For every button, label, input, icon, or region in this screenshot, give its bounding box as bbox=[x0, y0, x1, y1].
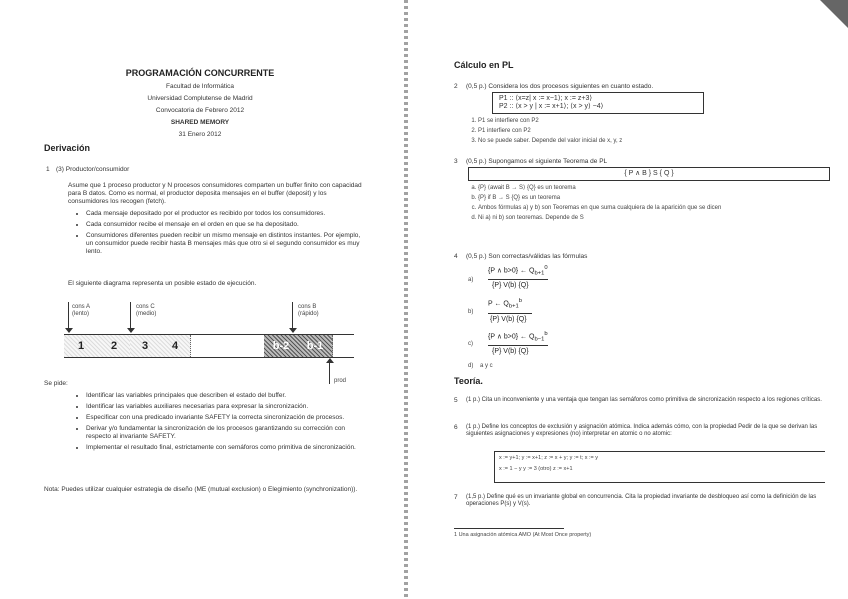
footnote-rule bbox=[454, 528, 564, 529]
option-item: c. Ambos fórmulas a) y b) son Teoremas en que suma cualquiera de la aparición que se dicen bbox=[478, 204, 818, 212]
theory-question: (1,5 p.) Define qué es un invariante global en concurrencia. Cita la propiedad invariante de desbloqueo así como la definición de las operaciones P(s) y V(s). bbox=[466, 494, 817, 507]
buffer-cell: 2 bbox=[98, 335, 131, 357]
question-text: (0,5 p.) Son correctas/válidas las fórmulas bbox=[466, 253, 588, 260]
arrow-head-icon bbox=[65, 328, 73, 333]
buffer-cell: b-1 bbox=[298, 335, 333, 357]
page-corner-fold bbox=[820, 0, 848, 28]
assignments-table bbox=[494, 451, 825, 483]
exam-title: PROGRAMACIÓN CONCURRENTE bbox=[125, 68, 275, 78]
cons-c-sub: (medio) bbox=[136, 311, 157, 317]
cons-c-label: cons C bbox=[136, 304, 155, 310]
list-item: • Cada mensaje depositado por el productor es recibido por todos los consumidores. bbox=[86, 210, 366, 218]
option-item: d. Ni a) ni b) son teoremas. Depende de S bbox=[478, 214, 818, 222]
question-number: 2 bbox=[454, 83, 458, 90]
option-item: 2. P1 interfiere con P2 bbox=[478, 127, 808, 135]
arrow-head-icon bbox=[127, 328, 135, 333]
formula-c-denom: {P} V(b) {Q} bbox=[492, 348, 529, 355]
question-text: (0,5 p.) Supongamos el siguiente Teorema de PL bbox=[466, 158, 608, 165]
option-item: b. {P} if B → S {Q} es un teorema bbox=[478, 194, 818, 202]
section-derivacion: Derivación bbox=[44, 143, 91, 153]
left-page bbox=[0, 0, 404, 599]
exam-date: 31 Enero 2012 bbox=[178, 131, 222, 138]
cons-a-label: cons A bbox=[72, 304, 91, 310]
option-d-text: a y c bbox=[480, 363, 493, 369]
buffer-cell: 3 bbox=[130, 335, 161, 357]
prod-arrow bbox=[329, 362, 330, 384]
formula-line: P1 :: ⟨x=z| x := x−1⟩; x := z+3⟩ bbox=[499, 95, 593, 102]
list-item: • Implementar el resultado final, estrictamente con semáforos como primitiva de sincronización. bbox=[86, 444, 366, 452]
table-row: x := y+1; y := x+1; z := x + y; y := t; x := y bbox=[499, 455, 599, 461]
question-number: 3 bbox=[454, 158, 458, 165]
section-calculo: Cálculo en PL bbox=[454, 60, 514, 70]
formula-b: P ← $Q_{b+1}^b$ bbox=[488, 298, 523, 310]
list-item: • Identificar las variables principales que describen el estado del buffer. bbox=[86, 392, 366, 400]
option-label: c) bbox=[468, 341, 473, 347]
formula-b-denom: {P} V(b) {Q} bbox=[490, 316, 527, 323]
list-item: • Especificar con una predicado invariante SAFETY la correcta sincronización de procesos. bbox=[86, 414, 366, 422]
q3-formulas bbox=[468, 265, 668, 375]
option-item: a. {P} ⟨await B → S⟩ {Q} es un teorema bbox=[478, 184, 818, 192]
fraction-bar bbox=[488, 279, 548, 280]
buffer-cell: 1 bbox=[64, 335, 99, 357]
buffer-diagram bbox=[44, 298, 364, 398]
theory-question: (1 p.) Cita un inconveniente y una ventaja que tengan las semáforos como primitiva de sincronización respecto a los regiones críticas. bbox=[466, 397, 822, 403]
diagram-intro: El siguiente diagrama representa un posible estado de ejecución. bbox=[68, 280, 257, 287]
requirements-list bbox=[76, 210, 366, 259]
list-item: • Derivar y/o fundamentar la sincronización de los procesos garantizando su corrección con respecto al invariante SAFETY. bbox=[86, 425, 366, 441]
theory-question: (1 p.) Define los conceptos de exclusión y asignación atómica. Indica además cómo, con la propiedad Pedir de la que se derivan las siguientes asignaciones y expresiones (no) interpretar en atomic o no atomic: bbox=[466, 424, 818, 437]
formula-a-denom: {P} V(b) {Q} bbox=[492, 282, 529, 289]
cons-a-sub: (lento) bbox=[72, 311, 90, 317]
convocatoria: Convocatoria de Febrero 2012 bbox=[155, 107, 245, 114]
formula-box bbox=[492, 92, 704, 114]
buffer-cell: 4 bbox=[160, 335, 191, 357]
arrow-up-icon bbox=[326, 358, 334, 363]
item-number: 1 bbox=[46, 166, 50, 173]
cons-b-label: cons B bbox=[298, 304, 317, 310]
fraction-bar bbox=[488, 313, 532, 314]
formula-line: P2 :: ⟨x > y | x := x+1⟩; ⟨x > y⟩ −4⟩ bbox=[499, 103, 604, 110]
fraction-bar bbox=[488, 345, 548, 346]
q2-options bbox=[468, 184, 818, 224]
topic: SHARED MEMORY bbox=[170, 119, 230, 126]
prod-label: prod bbox=[334, 378, 347, 384]
problem-title: (3) Productor/consumidor bbox=[56, 166, 130, 173]
question-number: 4 bbox=[454, 253, 458, 260]
right-page bbox=[408, 0, 848, 599]
formula-a: {P ∧ b>0} ← $Q_{b+1}^0$ bbox=[488, 265, 548, 277]
section-teoria: Teoría. bbox=[454, 376, 483, 386]
theorem-box bbox=[468, 167, 830, 181]
arrow-head-icon bbox=[289, 328, 297, 333]
list-item: • Consumidores diferentes pueden recibir un mismo mensaje en distintos instantes. Por ejemplo, un consumidor puede recibir hasta B mensajes más que otro si el segundo consumidor es muy lento. bbox=[86, 232, 366, 256]
list-item: • Identificar las variables auxiliares necesarias para expresar la sincronización. bbox=[86, 403, 366, 411]
faculty: Facultad de Informática bbox=[166, 83, 234, 90]
university: Universidad Complutense de Madrid bbox=[147, 95, 253, 102]
option-label: a) bbox=[468, 277, 474, 283]
note: Nota: Puedes utilizar cualquier estrategia de diseño (ME (mutual exclusion) o Elegimiento (synchronization)). bbox=[44, 486, 358, 493]
question-number: 7 bbox=[454, 494, 458, 501]
list-item: • Cada consumidor recibe el mensaje en el orden en que se ha depositado. bbox=[86, 221, 366, 229]
question-number: 6 bbox=[454, 424, 458, 431]
question-number: 5 bbox=[454, 397, 458, 404]
option-item: 1. P1 se interfiere con P2 bbox=[478, 117, 808, 125]
footnote: 1 Una asignación atómica AMO (At Most Once property) bbox=[454, 532, 592, 538]
question-text: (0,5 p.) Considera los dos procesos siguientes en cuanto estado. bbox=[466, 83, 654, 90]
theorem-formula: { P ∧ B } S { Q } bbox=[624, 170, 674, 177]
tasks-list bbox=[76, 392, 366, 455]
cons-b-sub: (rápido) bbox=[298, 311, 319, 317]
option-label: d) bbox=[468, 363, 474, 369]
table-row: x := 1 − y y := 3 (otro) z := x+1 bbox=[499, 466, 573, 472]
formula-c: {P ∧ b>0} ← $Q_{b-1}^b$ bbox=[488, 331, 548, 343]
q1-options bbox=[468, 117, 808, 147]
ask-label: Se pide: bbox=[44, 380, 68, 387]
problem-intro: Asume que 1 proceso productor y N procesos consumidores comparten un buffer finito con capacidad para B datos. Como es normal, el productor deposita mensajes en el buffer (deposit) y los consumidores los recogen (fetch). bbox=[68, 182, 362, 205]
buffer-strip bbox=[64, 334, 354, 358]
option-item: 3. No se puede saber. Depende del valor inicial de x, y, z bbox=[478, 137, 808, 145]
buffer-cell: b-2 bbox=[264, 335, 299, 357]
option-label: b) bbox=[468, 309, 474, 315]
